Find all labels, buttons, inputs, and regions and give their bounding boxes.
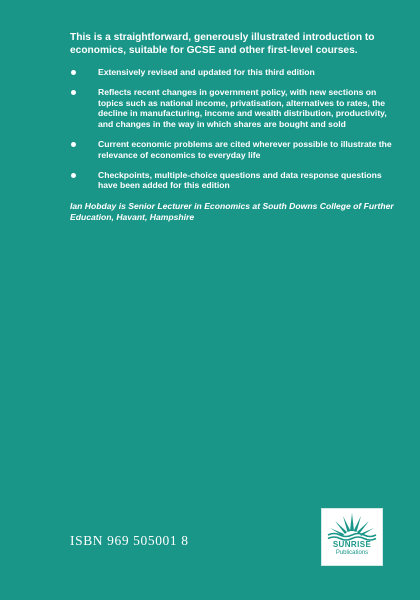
feature-text: Checkpoints, multiple-choice questions and data response questions have been added for this edition xyxy=(98,169,382,191)
feature-text: Extensively revised and updated for this third edition xyxy=(98,67,315,77)
feature-text: Reflects recent changes in government policy, with new sections on topics such as national income, privatisation, alternatives to rates, the decline in manufacturing, income and wealth distribution, productivity, and changes in the way in which shares are bought and sold xyxy=(98,86,387,130)
isbn: ISBN 969 505001 8 xyxy=(70,533,189,548)
bullet-icon xyxy=(71,70,76,75)
sunrise-emblem-icon xyxy=(322,509,382,541)
feature-list xyxy=(70,67,395,191)
bullet-icon xyxy=(71,173,76,178)
intro-text: This is a straightforward, generously illustrated introduction to economics, suitable for GCSE and other first-level courses. xyxy=(70,32,375,56)
publisher-logo xyxy=(321,508,383,566)
feature-item xyxy=(70,87,395,130)
bullet-icon xyxy=(71,142,76,147)
feature-item xyxy=(70,170,395,192)
blurb xyxy=(70,32,395,223)
bullet-icon xyxy=(71,90,76,95)
feature-item xyxy=(70,139,395,161)
feature-item xyxy=(70,67,395,78)
feature-text: Current economic problems are cited wherever possible to illustrate the relevance of economics to everyday life xyxy=(98,138,392,160)
publisher-name: SUNRISE xyxy=(332,540,372,549)
author-note: Ian Hobday is Senior Lecturer in Economics at South Downs College of Further Education, Havant, Hampshire xyxy=(70,201,394,222)
publisher-subtitle: Publications xyxy=(335,550,369,556)
